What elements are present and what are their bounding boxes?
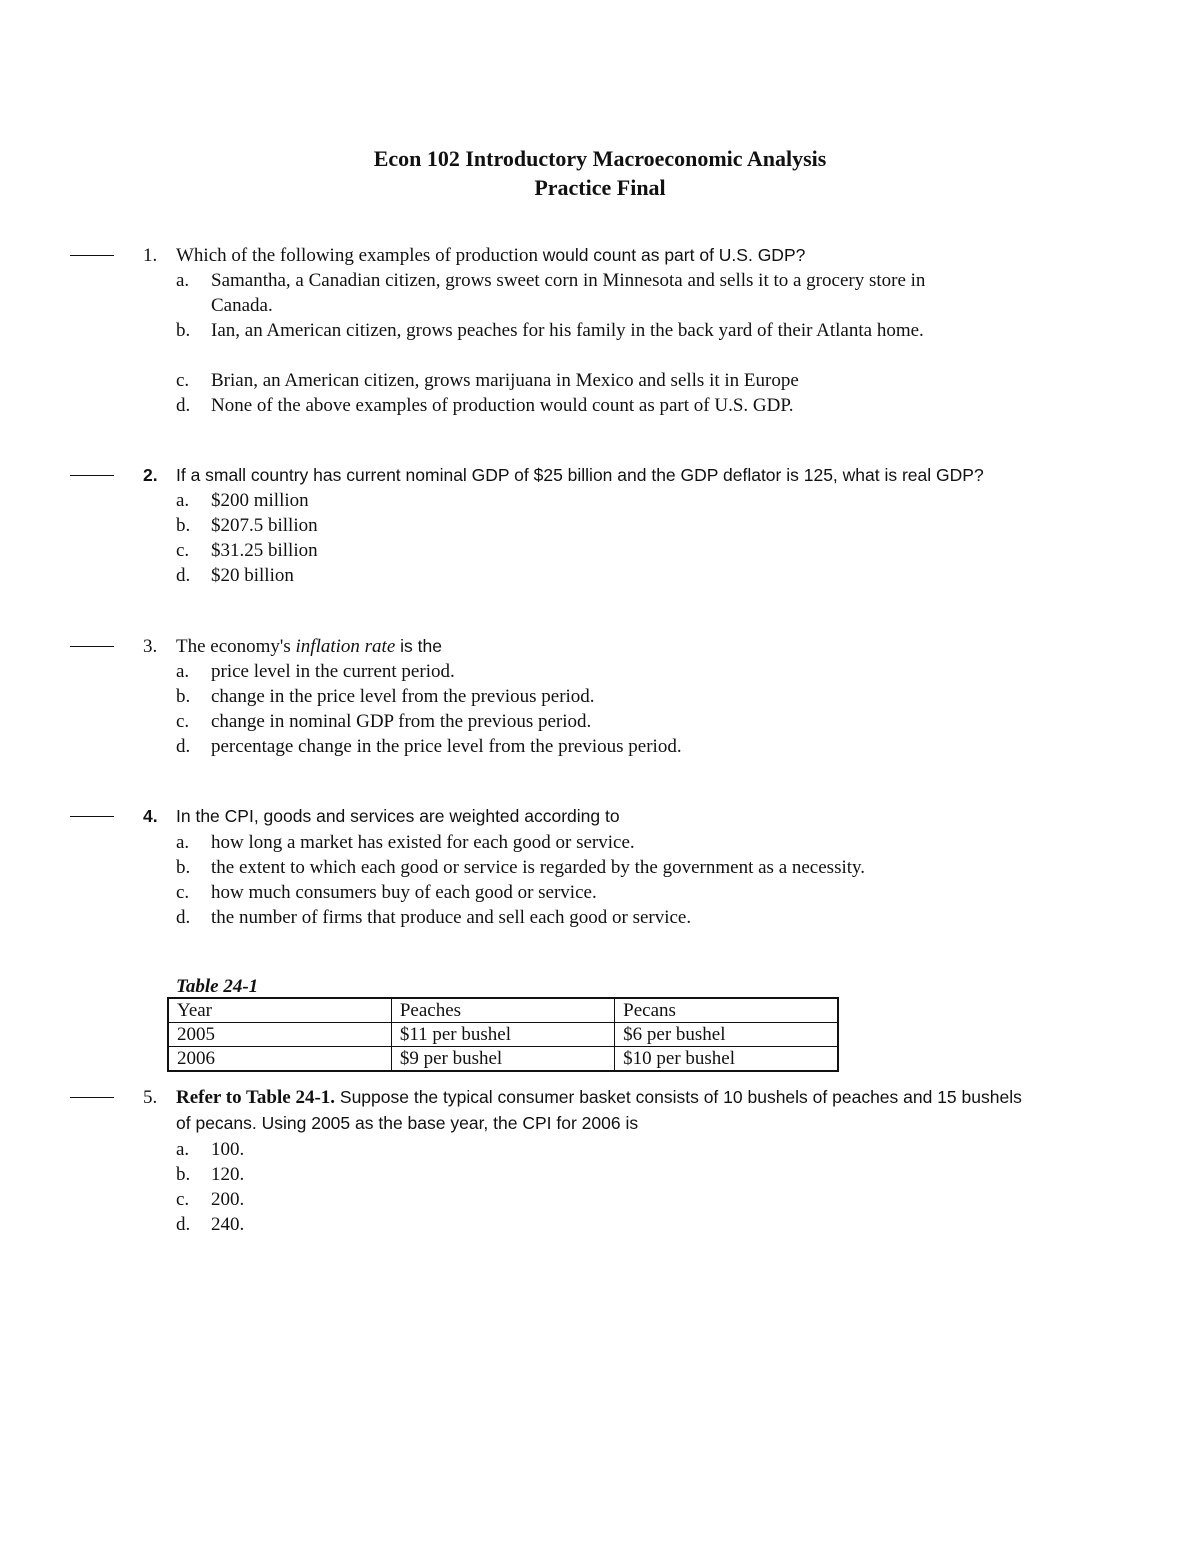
table-row [168, 1023, 838, 1047]
question-text: Which of the following examples of production would count as part of U.S. GDP? [176, 245, 806, 266]
question-number: 4. [143, 806, 158, 826]
question-number: 2. [143, 465, 158, 485]
question-text: Refer to Table 24-1. Suppose the typical consumer basket consists of 10 bushels of peaches and 15 bushels [176, 1087, 1022, 1108]
page-subtitle: Practice Final [534, 175, 666, 200]
document-page: Econ 102 Introductory Macroeconomic Analysis Practice Final 1. Which of the following examples of production would count as part of U.S. GDP? a. Samantha, a Canadian citizen, grows sweet corn in Minnesota and sells it to a grocery store in Canada. b. Ian, an American citizen, grows peaches for his family in the back yard of their Atlanta home. c. Brian, an American citizen, grows marijuana in Mexico and sells it in Europe d. None of the above examples of production would count as part of U.S. GDP. 2. If a small country has current nominal GDP of $25 billion and the GDP deflator is 125, what is real GDP? a. $200 million b. $207.5 billion c. $31.25 billion d. $20 billion 3. The economy's inflation rate is the a. price level in the current period. b. change in the price level from the previous period. c. change in nominal GDP from the previous period. d. percentage change in the price level from the previous period. 4. In the CPI, goods and services are weighted according to a. how long a market has existed for each good or service. b. the extent to which each good or service is regarded by the government as a necessity. c. how much consumers buy of each good or service. d. the number of firms that produce and sell each good or service. Table 24-1 Year Peaches Pecans 2005 $11 per bushel $6 per bushel 2006 $9 per bushel $10 per bushel 5. Refer to Table 24-1. Suppose the typical consumer basket consists of 10 bushels of peaches and 15 bushels of pecans. Using 2005 as the base year, the CPI for 2006 is a. 100. b. 120. c. 200. d. 240. [0, 0, 1200, 1553]
table-header-row [168, 998, 838, 1023]
table-caption: Table 24-1 [176, 976, 259, 997]
page-title: Econ 102 Introductory Macroeconomic Analysis [373, 146, 827, 171]
table-cell: $11 per bushel [391, 1023, 614, 1047]
question-number: 3. [143, 636, 158, 657]
answer-blank-2[interactable] [70, 463, 114, 476]
table-cell: 2005 [168, 1023, 391, 1047]
table-cell: $6 per bushel [615, 1023, 838, 1047]
answer-blank-1[interactable] [70, 243, 114, 256]
question-text: In the CPI, goods and services are weighted according to [176, 806, 620, 826]
question-text: If a small country has current nominal GDP of $25 billion and the GDP deflator is 125, what is real GDP? [176, 465, 984, 485]
price-table [167, 997, 839, 1072]
answer-blank-3[interactable] [70, 634, 114, 647]
answer-blank-5[interactable] [70, 1085, 114, 1098]
table-cell: $10 per bushel [615, 1047, 838, 1072]
table-cell: $9 per bushel [391, 1047, 614, 1072]
answer-blank-4[interactable] [70, 804, 114, 817]
table-header-cell: Peaches [391, 998, 614, 1023]
table-header-cell: Pecans [615, 998, 838, 1023]
question-number: 5. [143, 1087, 158, 1108]
question-text: The economy's inflation rate is the [176, 636, 442, 657]
table-header-cell: Year [168, 998, 391, 1023]
question-number: 1. [143, 245, 158, 266]
table-cell: 2006 [168, 1047, 391, 1072]
table-row [168, 1047, 838, 1072]
